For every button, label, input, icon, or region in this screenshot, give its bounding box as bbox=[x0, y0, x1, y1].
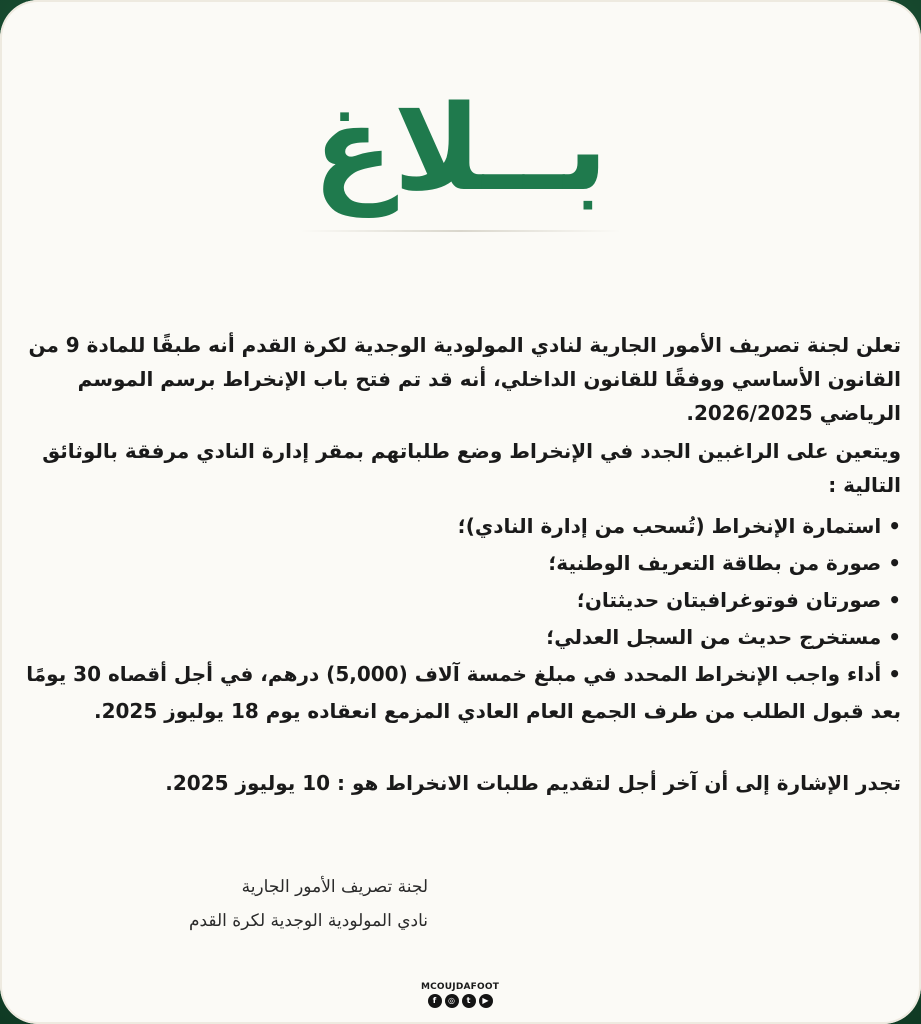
youtube-icon[interactable]: ▶ bbox=[479, 994, 493, 1008]
twitter-icon[interactable]: t bbox=[462, 994, 476, 1008]
documents-list bbox=[20, 508, 901, 730]
social-handle: MCOUJDAFOOT bbox=[420, 982, 500, 992]
signature-line-club: نادي المولودية الوجدية لكرة القدم bbox=[188, 911, 428, 931]
deadline-paragraph: تجدر الإشارة إلى أن آخر أجل لتقديم طلبات الانخراط هو : 10 يوليوز 2025. bbox=[165, 771, 901, 795]
list-item: • صورتان فوتوغرافيتان حديثتان؛ bbox=[576, 588, 901, 612]
requirements-paragraph: ويتعين على الراغبين الجدد في الإنخراط وضع طلباتهم بمقر إدارة النادي مرفقة بالوثائق التالية : bbox=[42, 439, 901, 497]
list-item: • صورة من بطاقة التعريف الوطنية؛ bbox=[548, 551, 901, 575]
title-divider bbox=[300, 230, 621, 232]
list-item: • استمارة الإنخراط (تُسحب من إدارة النادي)؛ bbox=[457, 514, 901, 538]
list-item: • مستخرج حديث من السجل العدلي؛ bbox=[546, 625, 901, 649]
signature-line-committee: لجنة تصريف الأمور الجارية bbox=[241, 877, 428, 897]
signature-block bbox=[128, 870, 428, 938]
social-footer bbox=[410, 982, 510, 1008]
intro-paragraph: تعلن لجنة تصريف الأمور الجارية لنادي المولودية الوجدية لكرة القدم أنه طبقًا للمادة 9 من القانون الأساسي ووفقًا للقانون الداخلي، أنه قد تم فتح باب الإنخراط برسم الموسم الرياضي 2026/2025. bbox=[28, 333, 901, 425]
facebook-icon[interactable]: f bbox=[428, 994, 442, 1008]
instagram-icon[interactable]: ◎ bbox=[445, 994, 459, 1008]
list-item: • أداء واجب الإنخراط المحدد في مبلغ خمسة آلاف (5,000) درهم، في أجل أقصاه 30 يومًا بعد قبول الطلب من طرف الجمع العام العادي المزمع انعقاده يوم 18 يوليوز 2025. bbox=[26, 662, 901, 723]
announcement-title: بــلاغ bbox=[312, 79, 609, 217]
